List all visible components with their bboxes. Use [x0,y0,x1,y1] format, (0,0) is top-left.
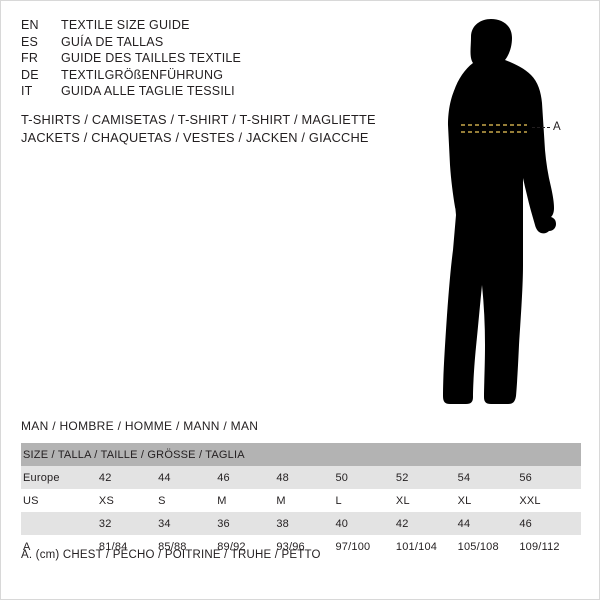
language-text: TEXTILE SIZE GUIDE [61,18,190,32]
table-cell: 97/100 [335,535,395,558]
row-label [21,512,99,535]
table-row [21,466,581,489]
table-cell: M [276,489,335,512]
table-cell: M [217,489,276,512]
language-code: FR [21,51,39,65]
table-cell: 32 [99,512,158,535]
table-cell: XS [99,489,158,512]
table-cell: 101/104 [396,535,458,558]
table-cell: 42 [396,512,458,535]
table-row [21,489,581,512]
footnote: A. (cm) CHEST / PECHO / POITRINE / TRUHE / PETTO [21,549,321,561]
male-silhouette-icon [401,15,591,405]
table-cell: 56 [519,466,581,489]
language-text: TEXTILGRÖßENFÜHRUNG [61,67,224,82]
language-row [21,17,361,34]
table-cell: XXL [519,489,581,512]
table-cell: 36 [217,512,276,535]
category-line-tshirts: T-SHIRTS / CAMISETAS / T-SHIRT / T-SHIRT / MAGLIETTE [21,112,376,127]
table-cell: 44 [158,466,217,489]
table-cell: 38 [276,512,335,535]
row-label: Europe [21,466,99,489]
measure-marker-label: A [553,121,562,133]
category-line-jackets: JACKETS / CHAQUETAS / VESTES / JACKEN / GIACCHE [21,130,369,145]
language-text: GUIDE DES TAILLES TEXTILE [61,51,242,65]
language-header-block [21,17,361,100]
table-cell: 34 [158,512,217,535]
table-row [21,512,581,535]
table-cell: 46 [519,512,581,535]
table-cell: L [335,489,395,512]
language-code: EN [21,18,39,32]
table-cell: S [158,489,217,512]
language-row [21,83,361,100]
table-cell: 89/92 [217,535,276,558]
language-code: IT [21,84,33,98]
body-figure [401,15,591,405]
table-title: MAN / HOMBRE / HOMME / MANN / MAN [21,419,259,433]
language-code: ES [21,34,39,49]
table-cell: 109/112 [519,535,581,558]
table-cell: 48 [276,466,335,489]
language-row [21,34,361,51]
measure-pointer-icon [532,127,550,129]
size-table [21,443,581,558]
table-cell: 46 [217,466,276,489]
table-header-label: SIZE / TALLA / TAILLE / GRÖSSE / TAGLIA [21,443,581,466]
table-cell: 42 [99,466,158,489]
category-block [21,111,381,147]
table-cell: 93/96 [276,535,335,558]
language-row [21,67,361,84]
table-cell: 50 [335,466,395,489]
table-cell: 54 [458,466,520,489]
table-cell: 40 [335,512,395,535]
table-cell: 85/88 [158,535,217,558]
table-cell: 105/108 [458,535,520,558]
table-header-row [21,443,581,466]
language-row [21,50,361,67]
language-text: GUÍA DE TALLAS [61,34,164,49]
language-code: DE [21,67,39,82]
table-cell: 81/84 [99,535,158,558]
row-label: US [21,489,99,512]
table-cell: 52 [396,466,458,489]
table-cell: 44 [458,512,520,535]
language-text: GUIDA ALLE TAGLIE TESSILI [61,84,235,98]
table-cell: XL [458,489,520,512]
row-label: A [21,535,99,558]
table-cell: XL [396,489,458,512]
